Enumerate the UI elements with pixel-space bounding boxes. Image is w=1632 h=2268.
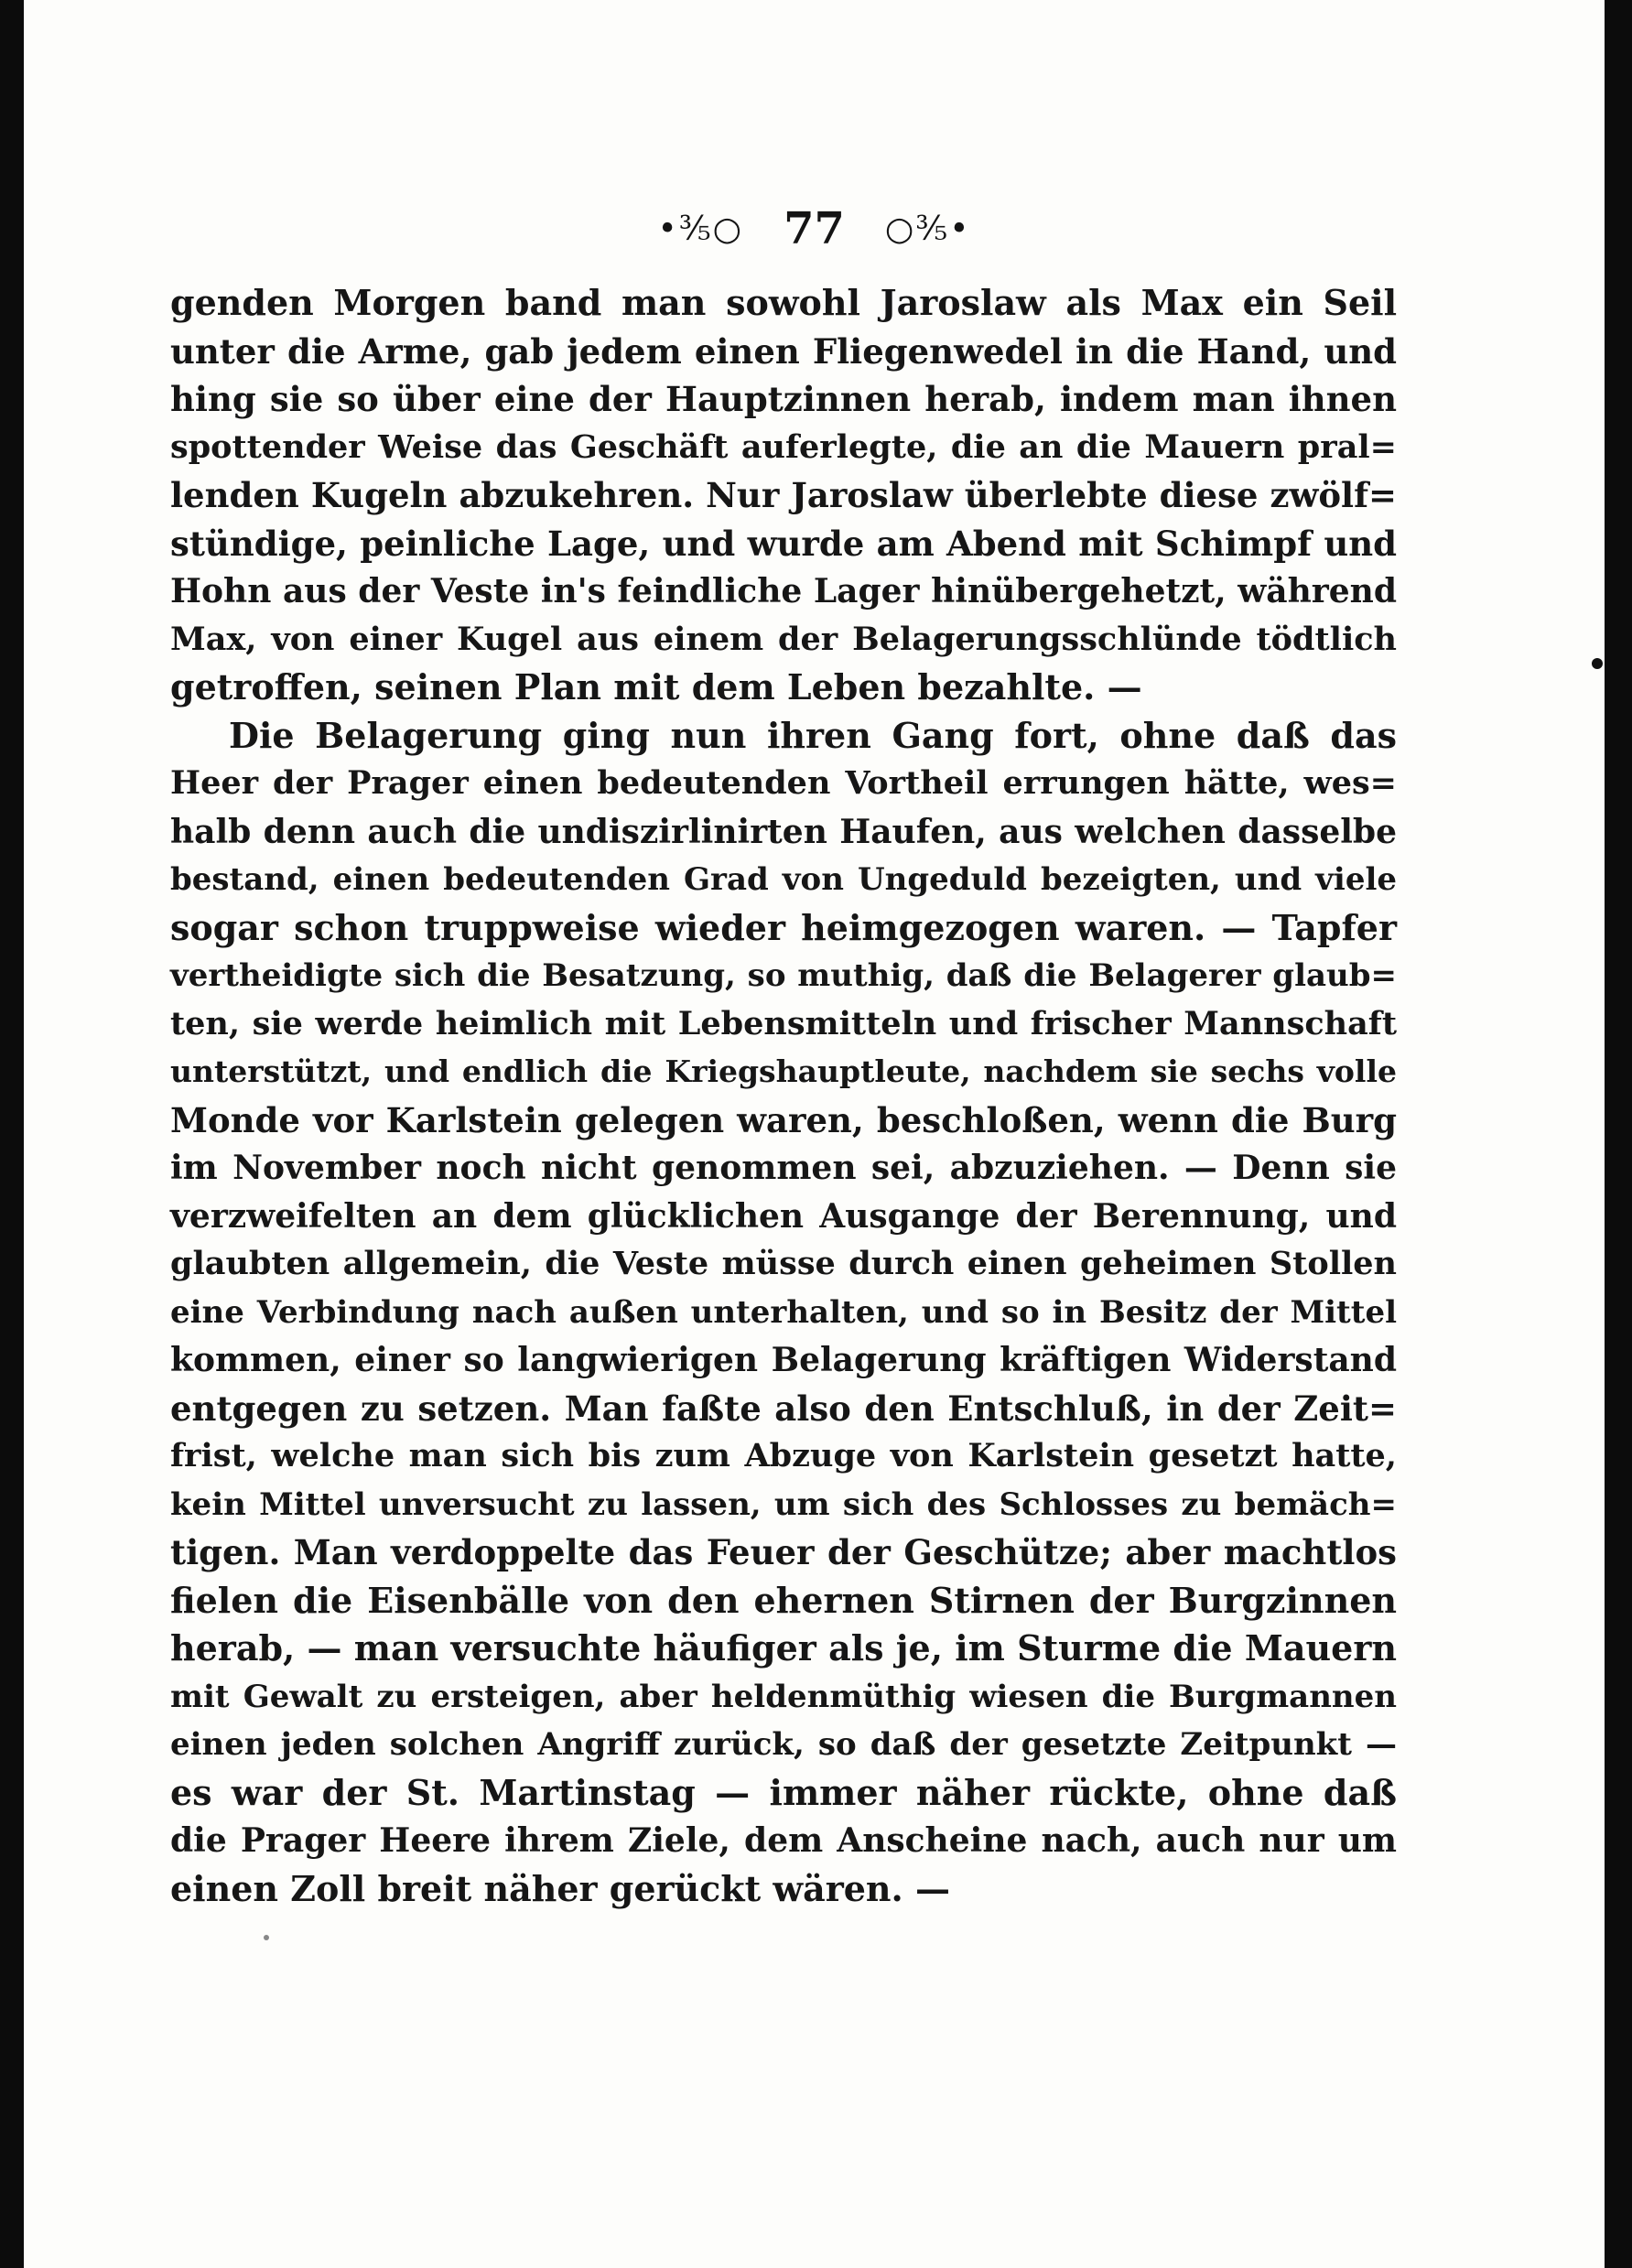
text-line: lenden Kugeln abzukehren. Nur Jaroslaw überlebte diese zwölf=	[170, 475, 1397, 515]
text-line: vertheidigte sich die Besatzung, so muthig, daß die Belagerer glaub=	[170, 957, 1397, 994]
text-line: es war der St. Martinstag — immer näher rückte, ohne daß	[170, 1771, 1397, 1813]
page-header	[24, 203, 1605, 267]
text-line: einen Zoll breit näher gerückt wären. —	[170, 1867, 951, 1909]
paper-speck	[264, 1935, 269, 1940]
text-line: herab, — man versuchte häufiger als je, im Sturme die Mauern	[170, 1627, 1397, 1669]
text-line: die Prager Heere ihrem Ziele, dem Anscheine nach, auch nur um	[170, 1821, 1397, 1860]
text-line: Hohn aus der Veste in's feindliche Lager hinübergehetzt, während	[170, 572, 1397, 610]
text-line: glaubten allgemein, die Veste müsse durch einen geheimen Stollen	[170, 1245, 1397, 1282]
text-line: getroffen, seinen Plan mit dem Leben bezahlte. —	[170, 666, 1142, 707]
text-line: kommen, einer so langwierigen Belagerung kräftigen Widerstand	[170, 1341, 1397, 1379]
text-line: Heer der Prager einen bedeutenden Vortheil errungen hätte, wes=	[170, 764, 1397, 802]
text-line: einen jeden solchen Angriff zurück, so daß der gesetzte Zeitpunkt —	[170, 1726, 1397, 1763]
text-line: unter die Arme, gab jedem einen Fliegenwedel in die Hand, und	[170, 330, 1397, 372]
text-line: kein Mittel unversucht zu lassen, um sich des Schlosses zu bemäch=	[170, 1485, 1397, 1523]
text-line: im November noch nicht genommen sei, abzuziehen. — Denn sie	[170, 1149, 1397, 1187]
text-line: mit Gewalt zu ersteigen, aber heldenmüthig wiesen die Burgmannen	[170, 1678, 1397, 1715]
text-line: genden Morgen band man sowohl Jaroslaw als Max ein Seil	[170, 282, 1397, 323]
text-line: tigen. Man verdoppelte das Feuer der Geschütze; aber machtlos	[170, 1532, 1397, 1572]
text-line: entgegen zu setzen. Man faßte also den Entschluß, in der Zeit=	[170, 1388, 1397, 1429]
text-line: bestand, einen bedeutenden Grad von Ungeduld bezeigten, und viele	[170, 861, 1397, 898]
text-line: halb denn auch die undiszirlinirten Haufen, aus welchen dasselbe	[170, 812, 1397, 851]
text-line: verzweifelten an dem glücklichen Ausgange der Berennung, und	[170, 1196, 1397, 1236]
text-line: Max, von einer Kugel aus einem der Belagerungsschlünde tödtlich	[170, 620, 1397, 658]
book-page	[24, 0, 1605, 2268]
page-number: 77	[784, 203, 845, 254]
text-line: Monde vor Karlstein gelegen waren, beschloßen, wenn die Burg	[170, 1099, 1397, 1140]
scan-right-edge	[1605, 0, 1632, 2268]
scan-left-edge	[0, 0, 24, 2268]
text-line: frist, welche man sich bis zum Abzuge von Karlstein gesetzt hatte,	[170, 1437, 1397, 1474]
text-line: Die Belagerung ging nun ihren Gang fort, ohne daß das	[229, 714, 1397, 756]
text-line: spottender Weise das Geschäft auferlegte, die an die Mauern pral=	[170, 427, 1397, 466]
left-ornament-icon: •⅗○	[657, 210, 744, 248]
text-line: sogar schon truppweise wieder heimgezogen waren. — Tapfer	[170, 906, 1397, 948]
text-line: hing sie so über eine der Hauptzinnen herab, indem man ihnen	[170, 379, 1397, 419]
right-ornament-icon: ○⅗•	[884, 210, 971, 248]
text-line: unterstützt, und endlich die Kriegshauptleute, nachdem sie sechs volle	[170, 1053, 1397, 1089]
margin-dot	[1592, 658, 1603, 669]
text-line: ten, sie werde heimlich mit Lebensmitteln und frischer Mannschaft	[170, 1004, 1397, 1042]
text-line: fielen die Eisenbälle von den ehernen Stirnen der Burgzinnen	[170, 1579, 1397, 1621]
body-text	[170, 279, 1397, 1913]
text-line: eine Verbindung nach außen unterhalten, und so in Besitz der Mittel	[170, 1293, 1397, 1331]
text-line: stündige, peinliche Lage, und wurde am Abend mit Schimpf und	[170, 523, 1397, 564]
